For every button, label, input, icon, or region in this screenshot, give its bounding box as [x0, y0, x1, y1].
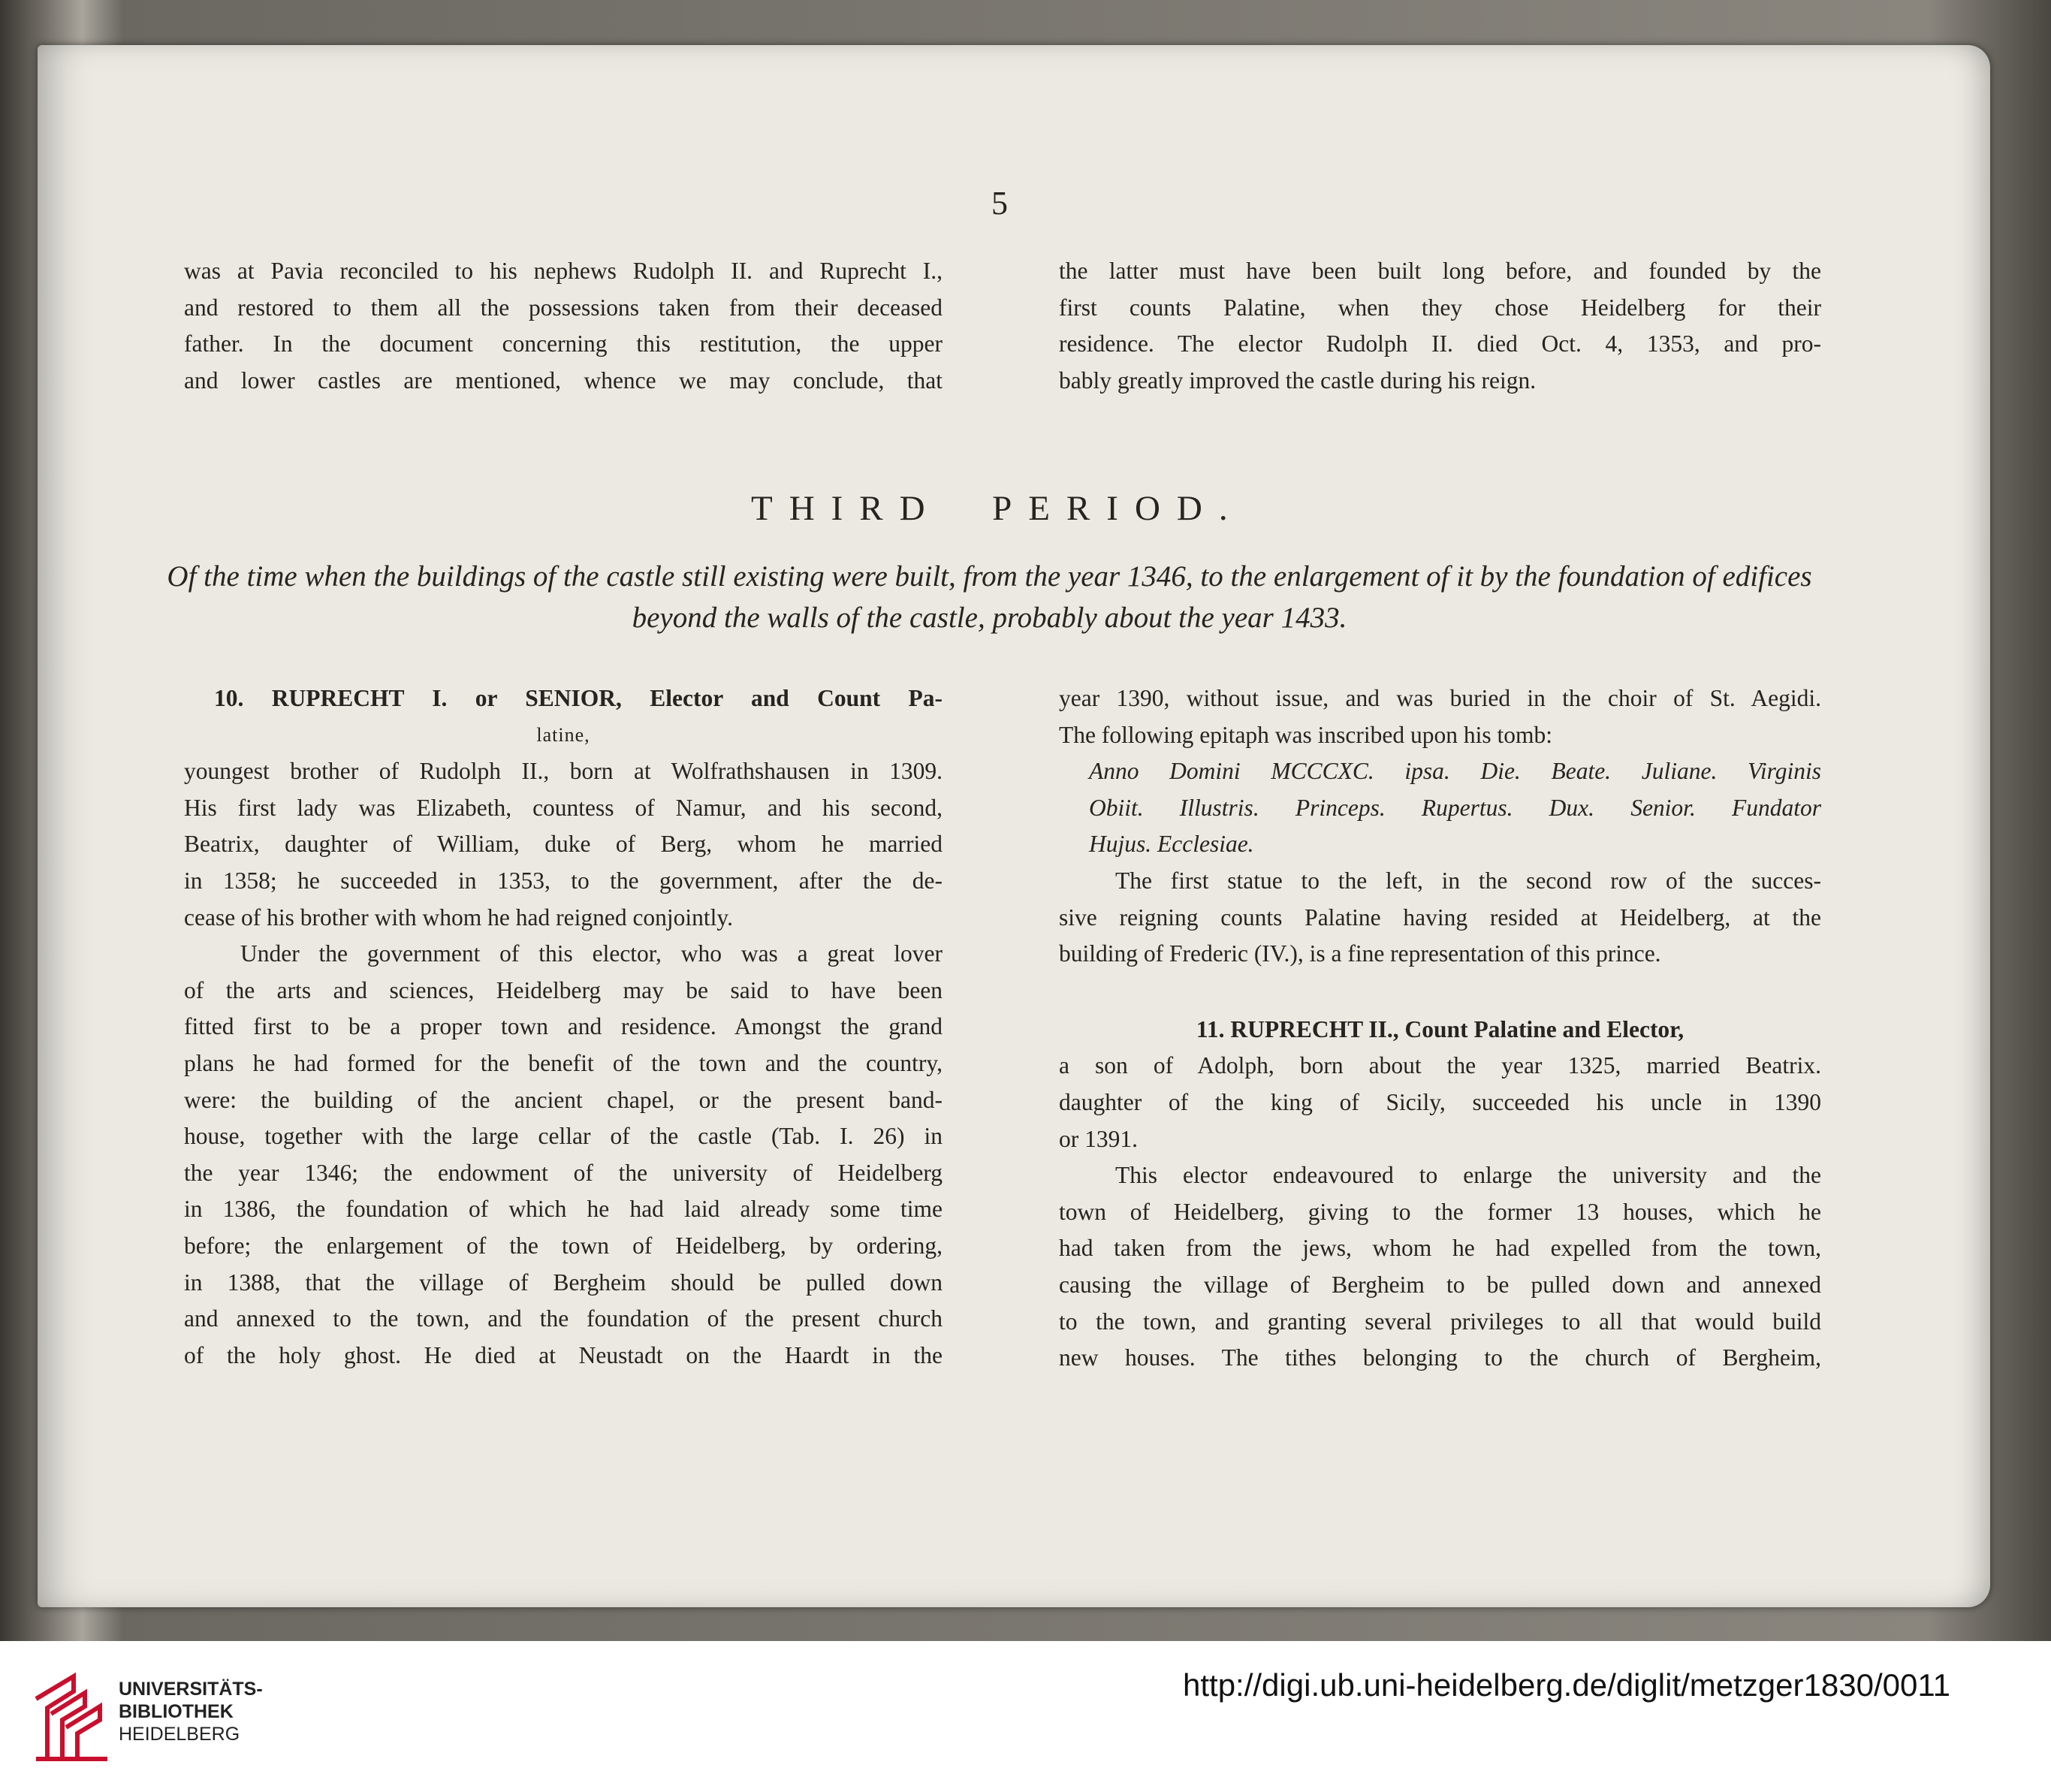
epitaph-line: Hujus. Ecclesiae. [1089, 831, 1254, 858]
text-line: year 1390, without issue, and was buried in the choir of St. Aegidi. [1059, 685, 1821, 711]
text-line: of the holy ghost. He died at Neustadt on the Haardt in the [184, 1341, 943, 1368]
text-line: the year 1346; the endowment of the university of Heidelberg [184, 1159, 943, 1186]
text-line: The following epitaph was inscribed upon his tomb: [1059, 721, 1553, 748]
period-title: THIRD PERIOD. [751, 489, 1244, 528]
text-line: town of Heidelberg, giving to the former 13 houses, which he [1059, 1198, 1821, 1225]
text-line: plans he had formed for the benefit of the town and the country, [184, 1049, 943, 1076]
section-10-heading-cont: latine, [536, 723, 590, 746]
text-line: in 1388, that the village of Bergheim should be pulled down [184, 1269, 943, 1296]
left-column-main [184, 680, 943, 1374]
text-line: Beatrix, daughter of William, duke of Berg, whom he married [184, 831, 943, 858]
text-line: a son of Adolph, born about the year 1325, married Beatrix. [1059, 1052, 1821, 1079]
library-name-line3: HEIDELBERG [119, 1724, 240, 1745]
period-subtitle: Of the time when the buildings of the castle still existing were built, from the year 1346, to the enlargement of it by the foundation of edifices beyond the walls of the castle, probably about the year 1433. [167, 560, 1812, 634]
text-line: residence. The elector Rudolph II. died Oct. 4, 1353, and pro- [1059, 330, 1821, 357]
footer-bar [0, 1641, 2051, 1792]
text-line: new houses. The tithes belonging to the church of Bergheim, [1059, 1344, 1821, 1371]
text-line: the latter must have been built long before, and founded by the [1059, 258, 1821, 284]
text-line: had taken from the jews, whom he had expelled from the town, [1059, 1235, 1821, 1262]
text-line: youngest brother of Rudolph II., born at Wolfrathshausen in 1309. [184, 758, 943, 785]
text-line: His first lady was Elizabeth, countess of Namur, and his second, [184, 794, 943, 821]
text-line: in 1358; he succeeded in 1353, to the government, after the de- [184, 867, 943, 894]
text-line: of the arts and sciences, Heidelberg may be said to have been [184, 976, 943, 1003]
text-line: bably greatly improved the castle during his reign. [1059, 367, 1537, 394]
right-column-top [1059, 253, 1821, 399]
library-name-line2: BIBLIOTHEK [119, 1701, 234, 1722]
text-line: to the town, and granting several privileges to all that would build [1059, 1308, 1821, 1335]
text-line: This elector endeavoured to enlarge the university and the [1115, 1162, 1821, 1189]
left-column-top [184, 253, 943, 399]
text-line: in 1386, the foundation of which he had laid already some time [184, 1196, 943, 1223]
section-10-heading: 10. RUPRECHT I. or SENIOR, Elector and Count Pa- [214, 685, 943, 711]
text-line: causing the village of Bergheim to be pulled down and annexed [1059, 1271, 1821, 1298]
text-line: father. In the document concerning this restitution, the upper [184, 330, 943, 357]
text-line: cease of his brother with whom he had reigned conjointly. [184, 904, 734, 931]
text-line: The first statue to the left, in the second row of the succes- [1115, 867, 1821, 894]
source-url-link[interactable]: http://digi.ub.uni-heidelberg.de/diglit/metzger1830/0011 [1183, 1667, 1950, 1703]
library-logo-icon [29, 1669, 119, 1766]
text-line: and restored to them all the possessions taken from their deceased [184, 294, 943, 321]
text-line: before; the enlargement of the town of Heidelberg, by ordering, [184, 1232, 943, 1259]
text-line: was at Pavia reconciled to his nephews Rudolph II. and Ruprecht I., [184, 258, 943, 284]
epitaph-line: Obiit. Illustris. Princeps. Rupertus. Dux. Senior. Fundator [1089, 794, 1821, 821]
text-line: first counts Palatine, when they chose Heidelberg for their [1059, 294, 1821, 321]
right-column-main [1059, 680, 1821, 1377]
text-line: were: the building of the ancient chapel, or the present band- [184, 1086, 943, 1113]
text-line: house, together with the large cellar of the castle (Tab. I. 26) in [184, 1123, 943, 1150]
library-name-line1: UNIVERSITÄTS- [119, 1679, 263, 1700]
text-line: and lower castles are mentioned, whence we may conclude, that [184, 367, 943, 394]
section-11-heading: 11. RUPRECHT II., Count Palatine and Elector, [1196, 1015, 1685, 1042]
text-line: or 1391. [1059, 1125, 1138, 1152]
text-line: sive reigning counts Palatine having resided at Heidelberg, at the [1059, 904, 1821, 931]
text-line: building of Frederic (IV.), is a fine representation of this prince. [1059, 940, 1661, 967]
page-number: 5 [991, 185, 1008, 222]
text-line: fitted first to be a proper town and residence. Amongst the grand [184, 1013, 943, 1040]
text-line: and annexed to the town, and the foundation of the present church [184, 1305, 943, 1332]
text-line: daughter of the king of Sicily, succeeded his uncle in 1390 [1059, 1088, 1821, 1115]
epitaph-line: Anno Domini MCCCXC. ipsa. Die. Beate. Juliane. Virginis [1089, 758, 1821, 785]
text-line: Under the government of this elector, who was a great lover [240, 940, 943, 967]
